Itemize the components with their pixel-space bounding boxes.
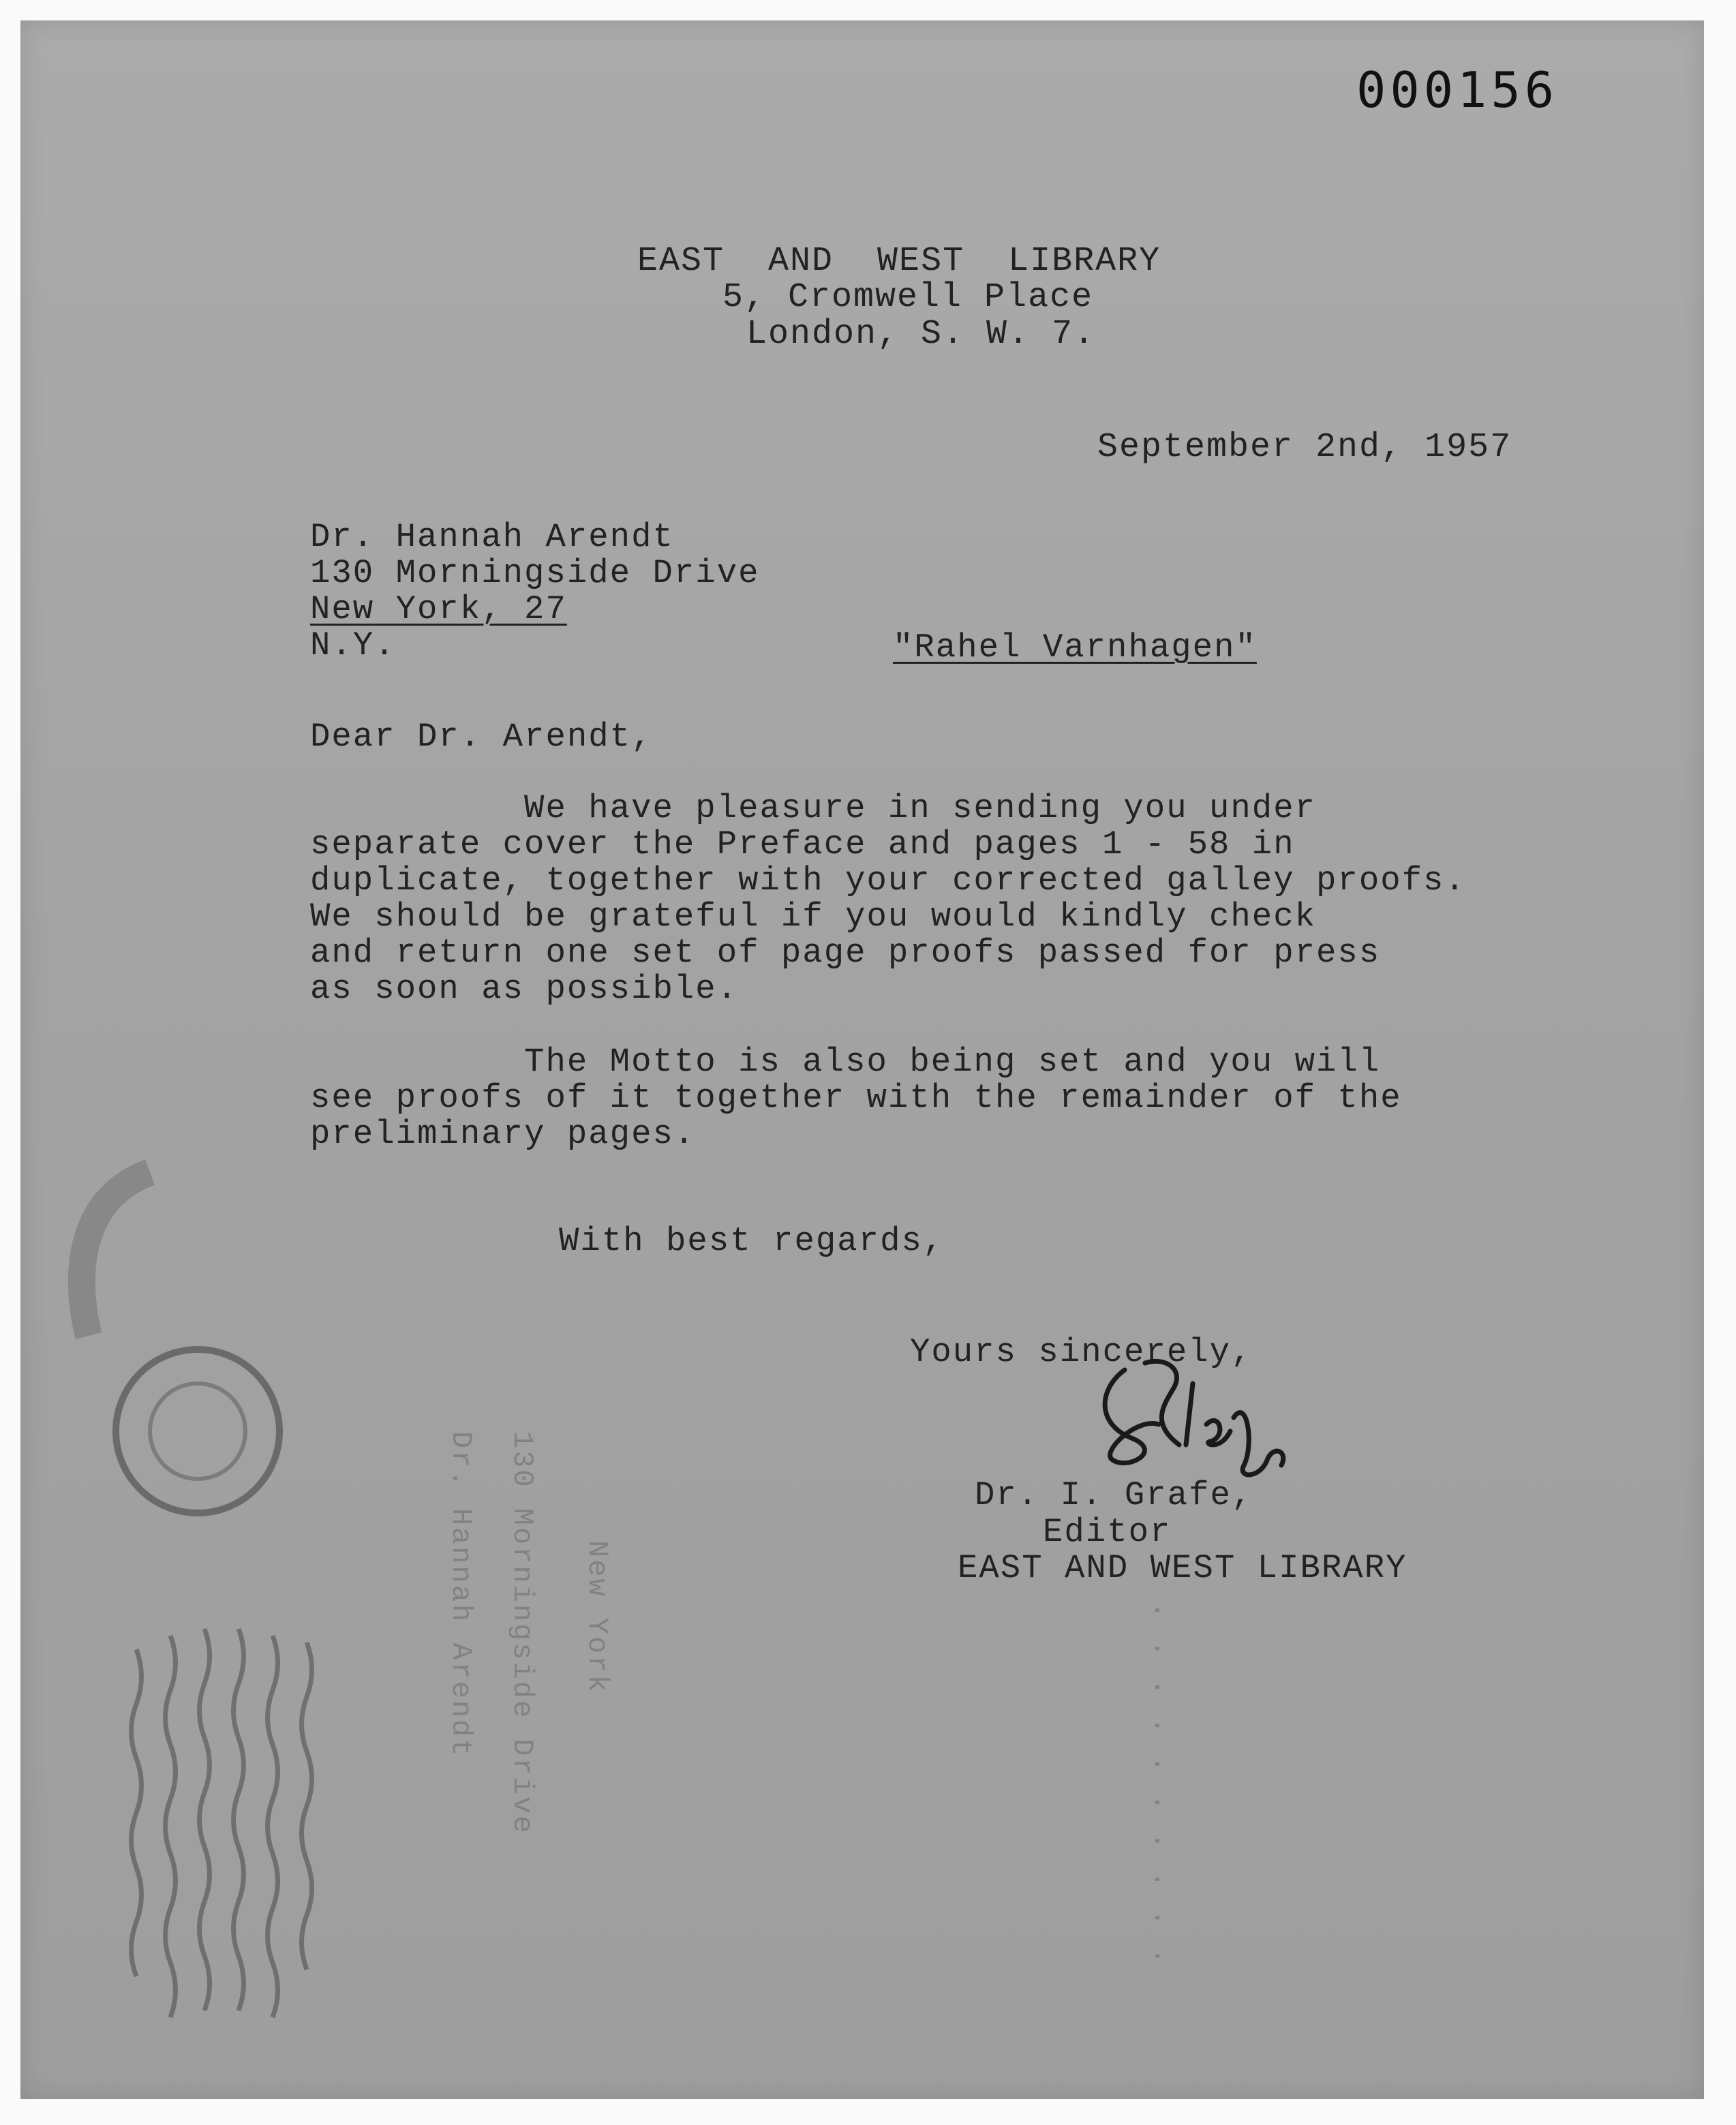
letterhead-name: EAST AND WEST LIBRARY <box>637 242 1161 281</box>
letterhead-address-line1: 5, Cromwell Place <box>722 278 1094 317</box>
paragraph-2-line-1: The Motto is also being set and you will <box>310 1043 1381 1081</box>
bleed-through-ghost-2: 130 Morningside Drive <box>506 1431 538 1835</box>
recipient-city: New York, 27 <box>310 590 567 628</box>
paragraph-2-line-3: preliminary pages. <box>310 1115 696 1153</box>
recipient-state: N.Y. <box>310 626 396 664</box>
paragraph-1-line-4: We should be grateful if you would kindly check <box>310 898 1317 936</box>
paragraph-1-line-6: as soon as possible. <box>310 970 739 1008</box>
bleed-through-ghost-1: Dr. Hannah Arendt <box>444 1431 477 1758</box>
paragraph-1-line-5: and return one set of page proofs passed for press <box>310 934 1381 972</box>
signoff-line: Yours sincerely, <box>910 1333 1253 1371</box>
paragraph-1-line-3: duplicate, together with your corrected galley proofs. <box>310 861 1466 900</box>
paragraph-1-line-1: We have pleasure in sending you under <box>310 789 1317 827</box>
signatory-name: Dr. I. Grafe, <box>975 1476 1253 1514</box>
bleed-through-ghost-3: New York <box>581 1540 613 1694</box>
salutation: Dear Dr. Arendt, <box>310 718 653 756</box>
reference-line: "Rahel Varnhagen" <box>893 628 1257 667</box>
letter-date: September 2nd, 1957 <box>1097 428 1512 467</box>
paragraph-1-line-2: separate cover the Preface and pages 1 - 58 in <box>310 825 1295 863</box>
bleed-through-ghost-4: . . . . . . . . . . <box>1146 1602 1179 1967</box>
recipient-name: Dr. Hannah Arendt <box>310 518 674 556</box>
closing-line: With best regards, <box>559 1222 945 1260</box>
letterhead-address-line2: London, S. W. 7. <box>746 315 1096 354</box>
document-number: 000156 <box>1356 61 1559 119</box>
signatory-organization: EAST AND WEST LIBRARY <box>958 1549 1407 1587</box>
handwritten-signature <box>1084 1343 1356 1493</box>
recipient-street: 130 Morningside Drive <box>310 554 760 592</box>
paragraph-2-line-2: see proofs of it together with the remainder of the <box>310 1079 1402 1117</box>
signatory-title: Editor <box>1043 1513 1172 1551</box>
